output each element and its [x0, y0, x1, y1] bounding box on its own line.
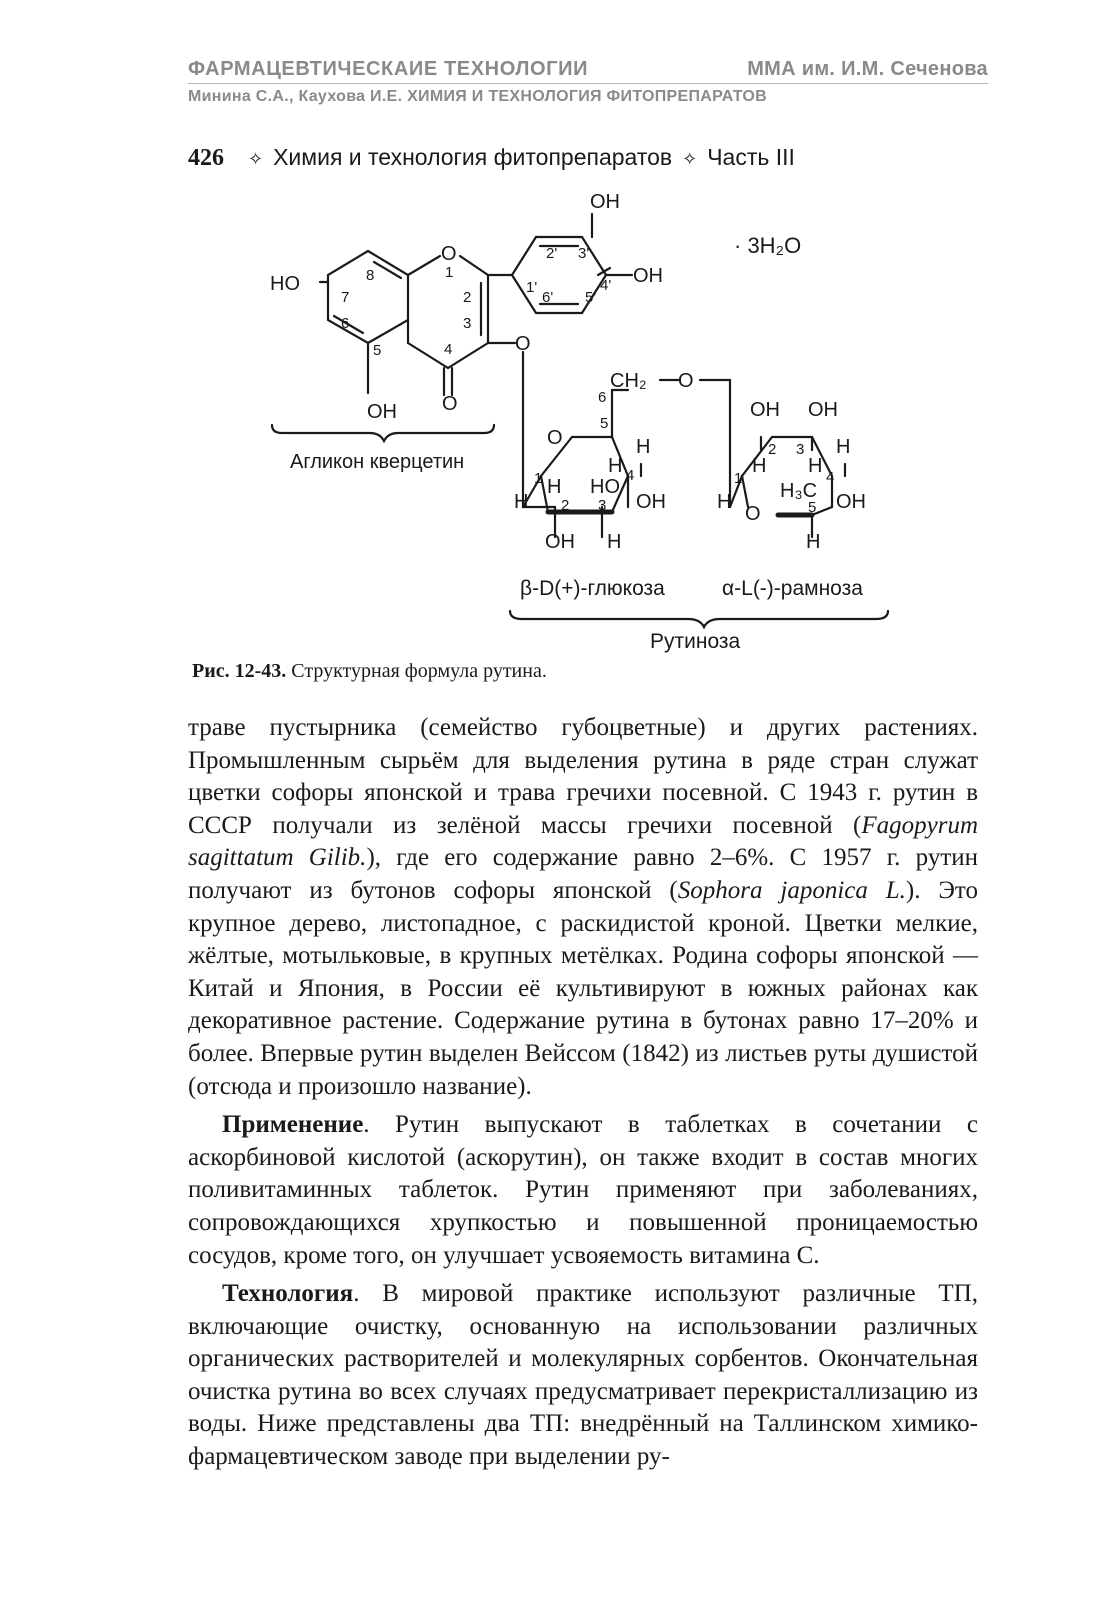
atom-o-glycoside: O	[515, 333, 531, 355]
running-head-part: Часть III	[707, 144, 795, 170]
page-number: 426	[188, 145, 224, 171]
paragraph-text: . В мировой практике используют различные ТП, включающие очистку, основанную на использовании различных органических растворителей и молекулярных сорбентов. Окончательная очистка рутина во всех случаях предусматривает перекристаллизацию из воды. Ниже представлены два ТП: внедрённый на Таллинском химико-фармацевтическом заводе при выделении ру-	[188, 1280, 978, 1471]
locant-5p: 5'	[585, 289, 597, 306]
paragraph-text: ), где его содержание равно 2–6%. С 1957 г. рутин получают из бутонов софоры японской (	[188, 844, 979, 904]
atom-oh: OH	[636, 491, 666, 513]
header-book-authors: Минина С.А., Каухова И.Е. ХИМИЯ И ТЕХНОЛОГИЯ ФИТОПРЕПАРАТОВ	[188, 88, 768, 105]
atom-o-ring: O	[441, 243, 457, 265]
atom-h: H	[608, 455, 623, 477]
main-text	[188, 712, 978, 1474]
atom-oh-4p: OH	[633, 265, 663, 287]
locant-1: 1	[445, 264, 454, 281]
locant-5: 5	[808, 499, 817, 516]
rhamnose-label: α-L(-)-рамноза	[722, 577, 863, 600]
atom-o-glucose: O	[547, 427, 563, 449]
atom-oh: OH	[808, 399, 838, 421]
aglycone-label: Агликон кверцетин	[290, 451, 465, 473]
figure-caption	[192, 660, 547, 683]
running-head	[188, 144, 795, 172]
atom-ho-7: HO	[270, 273, 300, 295]
atom-oh-3p: OH	[590, 191, 620, 213]
locant-5: 5	[373, 342, 382, 359]
locant-6p: 6'	[542, 289, 554, 306]
atom-oh: OH	[750, 399, 780, 421]
locant-2: 2	[463, 289, 472, 306]
header-institution-right: ММА им. И.М. Сеченова	[747, 58, 988, 80]
atom-h: H	[806, 531, 821, 553]
locant-7: 7	[341, 289, 350, 306]
glucose-label: β-D(+)-глюкоза	[520, 577, 665, 600]
atom-oh: OH	[836, 491, 866, 513]
atom-oh: OH	[545, 531, 575, 553]
latin-name: Sophora japonica L.	[677, 876, 906, 904]
locant-2: 2	[561, 497, 570, 514]
paragraph	[188, 1109, 978, 1272]
figure-number: Рис. 12-43.	[192, 660, 287, 682]
atom-h: H	[607, 531, 622, 553]
locant-3: 3	[463, 315, 472, 332]
locant-1: 1	[734, 470, 743, 487]
paragraph-text: . Рутин выпускают в таблетках в сочетании с аскорбиновой кислотой (аскорутин), он также входит в состав многих поливитаминных таблеток. Рутин применяют при заболеваниях, сопровождающихся хрупкостью и повышенной проницаемостью сосудов, кроме того, он улучшает усвояемость витамина С.	[188, 1111, 978, 1269]
locant-4p: 4'	[600, 277, 612, 294]
paragraph-text: траве пустырника (семейство губоцветные) и других растениях. Промышленным сырьём для выделения рутина в ряде стран служат цветки софоры японской и трава гречихи посевной. С 1943 г. рутин в СССР получали из зелёной массы гречихи посевной (	[188, 714, 978, 839]
rutinose-label: Рутиноза	[650, 630, 741, 653]
locant-2p: 2'	[546, 245, 558, 262]
hydrate-label: · 3H₂O	[734, 233, 802, 258]
locant-6: 6	[341, 315, 350, 332]
paragraph-heading: Применение	[222, 1111, 364, 1139]
locant-4: 4	[826, 469, 835, 486]
locant-3: 3	[598, 497, 607, 514]
rutin-structural-formula	[0, 180, 1112, 670]
locant-4: 4	[626, 467, 635, 484]
locant-8: 8	[366, 267, 375, 284]
atom-h: H	[808, 455, 823, 477]
separator-icon: ✧	[248, 149, 264, 169]
group-h3c: H₃C	[780, 480, 818, 502]
locant-5: 5	[600, 415, 609, 432]
running-head-title: Химия и технология фитопрепаратов	[273, 144, 673, 170]
atom-h: H	[836, 436, 851, 458]
figure-caption-text: Структурная формула рутина.	[286, 660, 547, 682]
group-ch2: CH₂	[610, 370, 647, 392]
atom-h: H	[717, 491, 732, 513]
paragraph-heading: Технология	[222, 1280, 354, 1308]
locant-1: 1	[534, 470, 543, 487]
atom-h: H	[636, 436, 651, 458]
header-institution-left: ФАРМАЦЕВТИЧЕСКАИЕ ТЕХНОЛОГИИ	[188, 58, 589, 80]
atom-o-link: O	[678, 370, 694, 392]
atom-h: H	[514, 491, 529, 513]
locant-2: 2	[768, 441, 777, 458]
header-divider	[188, 83, 988, 84]
atom-o-carbonyl: O	[442, 393, 458, 415]
atom-h: H	[752, 455, 767, 477]
locant-1p: 1'	[526, 279, 538, 296]
locant-3: 3	[796, 441, 805, 458]
locant-6: 6	[598, 389, 607, 406]
atom-oh-5: OH	[367, 401, 397, 423]
latin-name: Fagopyrum sagittatum Gilib.	[188, 811, 978, 872]
paragraph	[188, 712, 978, 1103]
locant-4: 4	[444, 341, 453, 358]
separator-icon: ✧	[682, 149, 698, 169]
paragraph-text: ). Это крупное дерево, листопадное, с раскидистой кроной. Цветки мелкие, жёлтые, мотыльковые, в крупных метёлках. Родина софоры японской — Китай и Япония, в России её культивируют в южных районах как декоративное растение. Содержание рутина в бутонах равно 17–20% и более. Впервые рутин выделен Вейссом (1842) из листьев руты душистой (отсюда и произошло название).	[188, 876, 978, 1100]
atom-o-rhamnose: O	[745, 503, 761, 525]
paragraph	[188, 1278, 978, 1474]
atom-h: H	[547, 476, 562, 498]
atom-ho: HO	[590, 476, 620, 498]
locant-3p: 3'	[578, 245, 590, 262]
